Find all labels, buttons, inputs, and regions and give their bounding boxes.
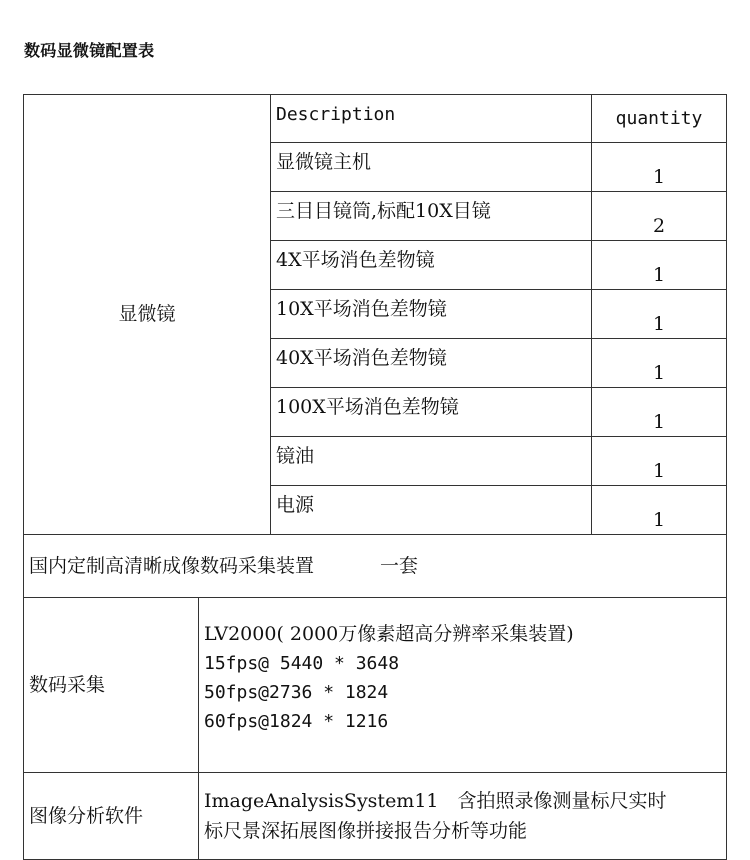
digital-acquisition-label: 数码采集: [24, 598, 199, 773]
microscope-group-label: 显微镜: [118, 303, 176, 326]
item-description: 4X平场消色差物镜: [271, 241, 592, 290]
header-quantity: quantity: [592, 95, 727, 143]
software-line: 标尺景深拓展图像拼接报告分析等功能: [204, 820, 528, 842]
item-quantity: 1: [592, 486, 727, 535]
software-label: 图像分析软件: [24, 773, 199, 860]
item-description: 100X平场消色差物镜: [271, 388, 592, 437]
item-quantity: 1: [592, 339, 727, 388]
custom-capture-row: [24, 535, 727, 598]
item-description: 镜油: [271, 437, 592, 486]
custom-capture-cell: [24, 535, 727, 598]
item-description: 10X平场消色差物镜: [271, 290, 592, 339]
custom-capture-amount: 一套: [380, 554, 419, 577]
digital-acquisition-details: [199, 598, 727, 773]
item-description: 显微镜主机: [271, 143, 592, 192]
item-quantity: 1: [592, 290, 727, 339]
header-description: Description: [271, 95, 592, 143]
software-line: ImageAnalysisSystem11 含拍照录像测量标尺实时: [204, 790, 667, 812]
microscope-group-cell: [24, 95, 271, 535]
item-description: 40X平场消色差物镜: [271, 339, 592, 388]
digital-spec-line: 15fps@ 5440 * 3648: [204, 653, 400, 674]
digital-spec-line: LV2000( 2000万像素超高分辨率采集装置): [204, 623, 574, 645]
item-quantity: 1: [592, 388, 727, 437]
item-description: 三目目镜筒,标配10X目镜: [271, 192, 592, 241]
item-quantity: 2: [592, 192, 727, 241]
item-quantity: 1: [592, 241, 727, 290]
digital-spec-line: 50fps@2736 * 1824: [204, 682, 389, 703]
page-title: 数码显微镜配置表: [24, 41, 155, 60]
software-details: [199, 773, 727, 860]
config-table: [23, 94, 727, 860]
item-quantity: 1: [592, 143, 727, 192]
item-quantity: 1: [592, 437, 727, 486]
table-header-row: [24, 95, 727, 143]
digital-acquisition-row: [24, 598, 727, 773]
custom-capture-text: 国内定制高清晰成像数码采集装置: [29, 554, 315, 577]
digital-spec-line: 60fps@1824 * 1216: [204, 711, 389, 732]
software-row: [24, 773, 727, 860]
item-description: 电源: [271, 486, 592, 535]
